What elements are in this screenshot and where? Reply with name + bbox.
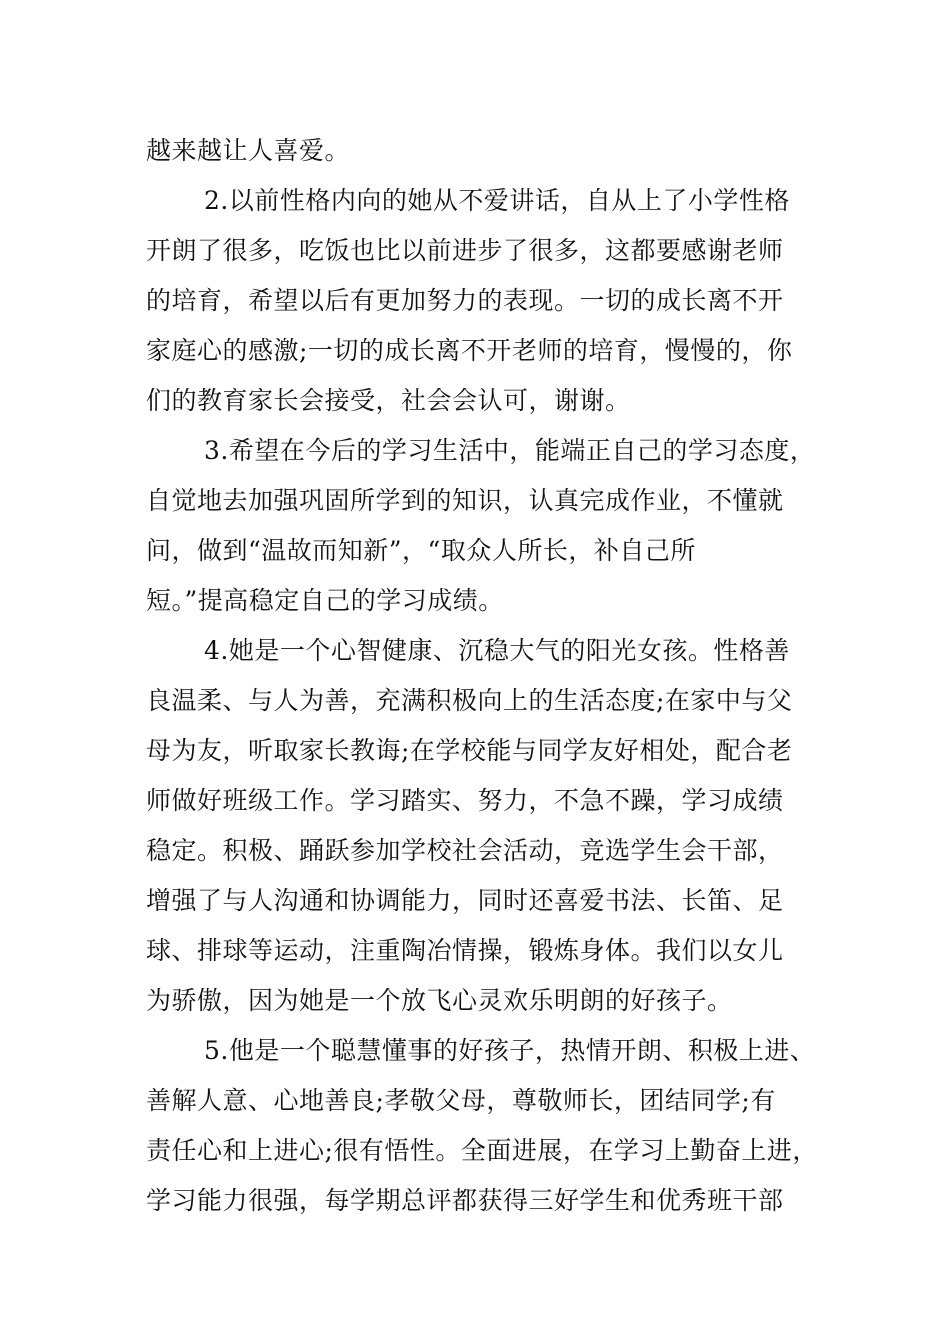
paragraph-2-start: 2.以前性格内向的她从不爱讲话，自从上了小学性格 (204, 186, 790, 215)
text-line: 学习能力很强，每学期总评都获得三好学生和优秀班干部 (146, 1186, 784, 1215)
paragraph-3-start: 3.希望在今后的学习生活中，能端正自己的学习态度， (204, 436, 816, 465)
text-line: 为骄傲，因为她是一个放飞心灵欢乐明朗的好孩子。 (146, 986, 733, 1015)
text-line: 开朗了很多，吃饭也比以前进步了很多，这都要感谢老师 (146, 236, 784, 265)
text-line: 增强了与人沟通和协调能力，同时还喜爱书法、长笛、足 (146, 886, 784, 915)
paragraph-5-start: 5.他是一个聪慧懂事的好孩子，热情开朗、积极上进、 (204, 1036, 816, 1065)
text-line: 们的教育家长会接受，社会会认可，谢谢。 (146, 386, 631, 415)
text-line: 稳定。积极、踊跃参加学校社会活动，竞选学生会干部， (146, 836, 784, 865)
text-line: 良温柔、与人为善，充满积极向上的生活态度;在家中与父 (146, 686, 793, 715)
document-body (146, 126, 826, 1226)
text-line: 自觉地去加强巩固所学到的知识，认真完成作业，不懂就 (146, 486, 784, 515)
text-line: 球、排球等运动，注重陶冶情操，锻炼身体。我们以女儿 (146, 936, 784, 965)
text-line: 责任心和上进心;很有悟性。全面进展，在学习上勤奋上进， (146, 1136, 818, 1165)
text-line: 师做好班级工作。学习踏实、努力，不急不躁，学习成绩 (146, 786, 784, 815)
text-line: 善解人意、心地善良;孝敬父母，尊敬师长，团结同学;有 (146, 1086, 776, 1115)
text-line: 越来越让人喜爱。 (146, 136, 351, 165)
text-line: 问，做到“温故而知新”，“取众人所长，补自己所 (146, 536, 696, 565)
text-line: 的培育，希望以后有更加努力的表现。一切的成长离不开 (146, 286, 784, 315)
text-line: 短。”提高稳定自己的学习成绩。 (146, 586, 504, 615)
text-line: 母为友，听取家长教诲;在学校能与同学友好相处，配合老 (146, 736, 793, 765)
text-line: 家庭心的感激;一切的成长离不开老师的培育，慢慢的，你 (146, 336, 793, 365)
paragraph-4-start: 4.她是一个心智健康、沉稳大气的阳光女孩。性格善 (204, 636, 790, 665)
